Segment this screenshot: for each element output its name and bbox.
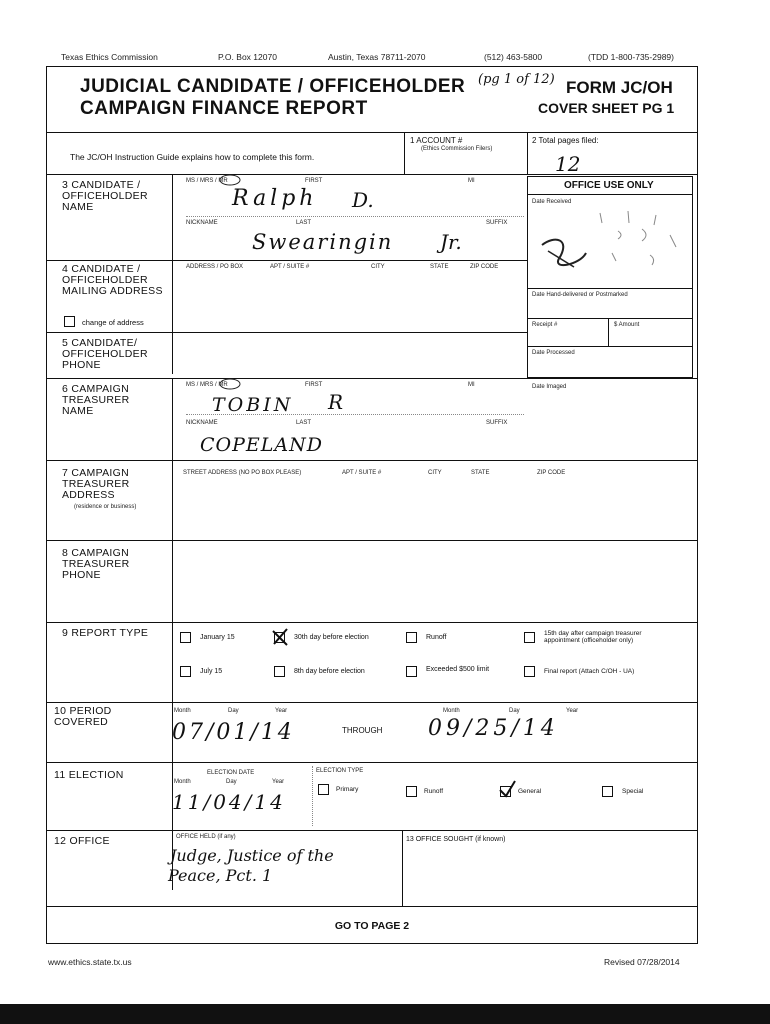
section4-label: 4 CANDIDATE / OFFICEHOLDER MAILING ADDRESS <box>62 263 163 297</box>
candidate-first-name: Ralph <box>232 186 318 211</box>
to-month-label: Month <box>443 708 460 714</box>
report-type-july-checkbox[interactable] <box>180 666 191 677</box>
scan-edge <box>0 1004 770 1024</box>
header-city: Austin, Texas 78711-2070 <box>328 52 426 62</box>
election-date-label: ELECTION DATE <box>207 770 255 776</box>
report-type-8th-day-label: 8th day before election <box>294 668 365 675</box>
divider <box>46 332 527 333</box>
divider <box>46 906 698 907</box>
form-code: FORM JC/OH <box>566 78 673 97</box>
section11-label: 11 ELECTION <box>54 769 124 781</box>
treasurer-nickname-label: NICKNAME <box>186 420 218 426</box>
office-held-label: OFFICE HELD (if any) <box>176 834 236 840</box>
divider <box>46 378 698 379</box>
mr-circle <box>218 174 242 186</box>
change-of-address-checkbox[interactable] <box>64 316 75 327</box>
office-held-line1: Judge, Justice of the <box>170 846 334 865</box>
report-type-final-checkbox[interactable] <box>524 666 535 677</box>
divider <box>186 216 524 217</box>
divider <box>46 830 698 831</box>
section5-label: 5 CANDIDATE/ OFFICEHOLDER PHONE <box>62 337 148 371</box>
header-phone: (512) 463-5800 <box>484 52 543 62</box>
election-date-value: 11/04/14 <box>172 790 286 814</box>
cover-sheet-label: COVER SHEET PG 1 <box>538 100 675 116</box>
divider <box>186 414 524 415</box>
checkmark-icon <box>270 626 290 648</box>
section9-label: 9 REPORT TYPE <box>62 627 149 639</box>
mi-label: MI <box>468 178 475 184</box>
election-type-primary-checkbox[interactable] <box>318 784 329 795</box>
divider <box>528 288 692 289</box>
report-type-runoff-checkbox[interactable] <box>406 632 417 643</box>
treasurer-zip-label: ZIP CODE <box>537 470 566 476</box>
apt-label: APT / SUITE # <box>270 264 310 270</box>
handwritten-page-count: (pg 1 of 12) <box>478 72 555 87</box>
election-type-runoff-checkbox[interactable] <box>406 786 417 797</box>
section6-label: 6 CAMPAIGN TREASURER NAME <box>62 383 130 417</box>
account-label: 1 ACCOUNT # <box>410 136 463 145</box>
section8-label: 8 CAMPAIGN TREASURER PHONE <box>62 547 130 581</box>
divider <box>46 622 698 623</box>
through-label: THROUGH <box>342 726 383 735</box>
receipt-label: Receipt # <box>532 322 558 328</box>
section7-sublabel: (residence or business) <box>74 504 137 510</box>
street-label: STREET ADDRESS (NO PO BOX PLEASE) <box>183 470 302 476</box>
report-type-january-checkbox[interactable] <box>180 632 191 643</box>
election-type-general-label: General <box>518 788 542 795</box>
change-of-address-label: change of address <box>82 318 144 327</box>
from-month-label: Month <box>174 708 191 714</box>
from-day-label: Day <box>228 708 239 714</box>
treasurer-first-label: FIRST <box>305 382 323 388</box>
date-hand-delivered-label: Date Hand-delivered or Postmarked <box>532 292 628 298</box>
header-tdd: (TDD 1-800-735-2989) <box>588 52 674 62</box>
election-type-special-label: Special <box>622 788 644 795</box>
divider <box>528 194 692 195</box>
candidate-middle-initial: D. <box>352 188 374 212</box>
instruction-text: The JC/OH Instruction Guide explains how to complete this form. <box>70 152 315 162</box>
report-type-january-label: January 15 <box>200 634 235 641</box>
treasurer-prefix-label: MS / MRS / MR <box>186 382 228 388</box>
state-label: STATE <box>430 264 449 270</box>
period-from-value: 07/01/14 <box>172 720 295 745</box>
received-stamp-scribble <box>530 205 690 285</box>
election-type-runoff-label: Runoff <box>424 788 444 795</box>
office-held-line2: Peace, Pct. 1 <box>168 866 273 885</box>
treasurer-city-label: CITY <box>428 470 442 476</box>
to-year-label: Year <box>566 708 579 714</box>
nickname-label: NICKNAME <box>186 220 218 226</box>
section3-label: 3 CANDIDATE / OFFICEHOLDER NAME <box>62 179 148 213</box>
election-year-label: Year <box>272 779 285 785</box>
divider <box>46 132 698 133</box>
from-year-label: Year <box>275 708 288 714</box>
treasurer-suffix-label: SUFFIX <box>486 420 508 426</box>
total-pages-value: 12 <box>555 152 581 176</box>
date-processed-label: Date Processed <box>532 350 575 356</box>
to-day-label: Day <box>509 708 520 714</box>
suffix-label: SUFFIX <box>486 220 508 226</box>
form-title-line1: JUDICIAL CANDIDATE / OFFICEHOLDER <box>80 76 466 97</box>
form-title-line2: CAMPAIGN FINANCE REPORT <box>80 98 368 119</box>
divider <box>608 318 609 346</box>
treasurer-state-label: STATE <box>471 470 490 476</box>
election-type-label: ELECTION TYPE <box>316 768 364 774</box>
total-pages-label: 2 Total pages filed: <box>532 136 599 145</box>
first-label: FIRST <box>305 178 323 184</box>
section7-label: 7 CAMPAIGN TREASURER ADDRESS <box>62 467 130 501</box>
section10-label: 10 PERIOD COVERED <box>54 705 112 728</box>
amount-label: $ Amount <box>614 322 640 328</box>
address-label: ADDRESS / PO BOX <box>186 264 244 270</box>
divider <box>46 540 698 541</box>
report-type-runoff-label: Runoff <box>426 634 447 641</box>
election-type-special-checkbox[interactable] <box>602 786 613 797</box>
treasurer-mi-label: MI <box>468 382 475 388</box>
office-use-title: OFFICE USE ONLY <box>564 180 654 191</box>
last-label: LAST <box>296 220 312 226</box>
treasurer-middle-initial: R <box>328 390 344 414</box>
divider <box>404 132 405 174</box>
footer-revised: Revised 07/28/2014 <box>604 957 680 967</box>
divider <box>46 702 698 703</box>
account-sublabel: (Ethics Commission Filers) <box>421 146 493 152</box>
report-type-exceeded-label: Exceeded $500 limit <box>426 666 490 673</box>
report-type-8th-day-checkbox[interactable] <box>274 666 285 677</box>
date-received-label: Date Received <box>532 199 572 205</box>
candidate-last-name: Swearingin <box>252 230 394 254</box>
city-label: CITY <box>371 264 385 270</box>
date-imaged-label: Date Imaged <box>532 384 567 390</box>
election-type-primary-label: Primary <box>336 786 359 793</box>
treasurer-first-name: TOBIN <box>212 394 294 416</box>
period-to-value: 09/25/14 <box>428 716 559 741</box>
report-type-15th-day-checkbox[interactable] <box>524 632 535 643</box>
header-org: Texas Ethics Commission <box>61 52 158 62</box>
section12-label: 12 OFFICE <box>54 835 110 847</box>
candidate-suffix: Jr. <box>440 230 462 254</box>
divider <box>312 766 313 826</box>
election-day-label: Day <box>226 779 237 785</box>
treasurer-last-name: COPELAND <box>200 434 323 456</box>
footer-website: www.ethics.state.tx.us <box>48 957 132 967</box>
report-type-30th-day-label: 30th day before election <box>294 634 369 641</box>
report-type-exceeded-checkbox[interactable] <box>406 666 417 677</box>
report-type-july-label: July 15 <box>200 668 223 675</box>
divider <box>46 174 698 175</box>
treasurer-apt-label: APT / SUITE # <box>342 470 382 476</box>
election-month-label: Month <box>174 779 191 785</box>
divider <box>46 460 698 461</box>
divider <box>46 260 527 261</box>
divider <box>46 762 698 763</box>
divider <box>172 174 173 374</box>
divider <box>528 346 692 347</box>
prefix-label: MS / MRS / MR <box>186 178 228 184</box>
go-to-page-2: GO TO PAGE 2 <box>334 920 410 932</box>
zip-label: ZIP CODE <box>470 264 499 270</box>
treasurer-mr-circle <box>218 378 242 390</box>
divider <box>528 318 692 319</box>
section13-label: 13 OFFICE SOUGHT (if known) <box>406 836 506 843</box>
treasurer-last-label: LAST <box>296 420 312 426</box>
checkmark-icon <box>496 778 518 800</box>
divider <box>527 132 528 174</box>
report-type-15th-day-label: 15th day after campaign treasurer appointment (officeholder only) <box>544 630 642 644</box>
divider <box>402 830 403 906</box>
report-type-final-label: Final report (Attach C/OH - UA) <box>544 668 635 675</box>
header-po-box: P.O. Box 12070 <box>218 52 277 62</box>
